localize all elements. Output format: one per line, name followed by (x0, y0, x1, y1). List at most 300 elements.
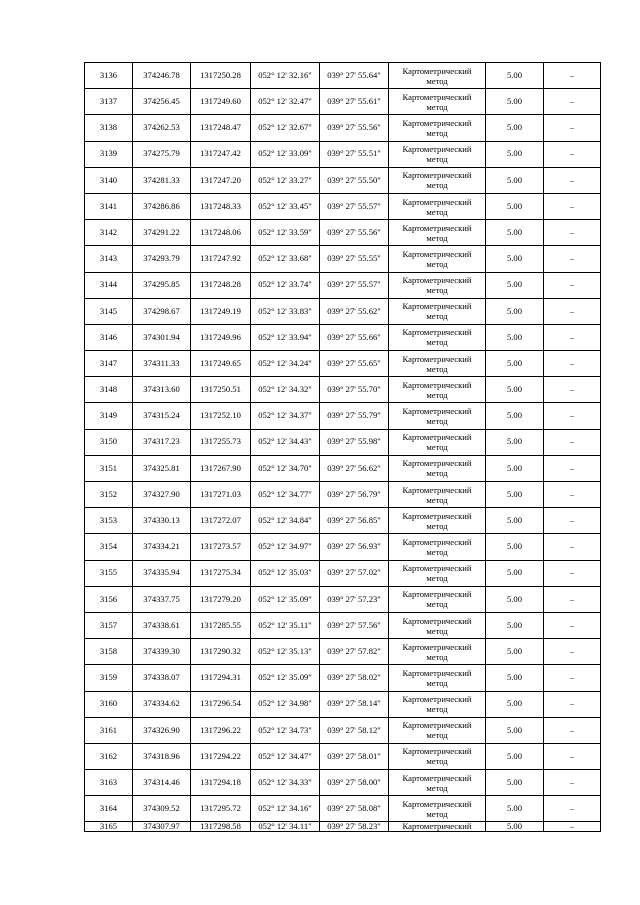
accuracy-cell: 5.00 (486, 612, 544, 638)
coord-x-cell: 374326.90 (133, 717, 191, 743)
method-cell (389, 324, 486, 350)
accuracy-cell: 5.00 (486, 324, 544, 350)
method-cell (389, 612, 486, 638)
method-line-2: метод (426, 232, 448, 243)
coord-y-cell: 1317275.34 (191, 560, 251, 586)
table-row (85, 612, 601, 638)
method-line-2: метод (426, 101, 448, 112)
latitude-cell: 052° 12' 34.33" (251, 770, 320, 796)
method-line-1: Картометрический (402, 641, 472, 652)
method-cell (389, 639, 486, 665)
point-number-cell: 3158 (85, 639, 133, 665)
method-line-2: метод (426, 677, 448, 688)
accuracy-cell: 5.00 (486, 89, 544, 115)
method-cell (389, 508, 486, 534)
method-line-1: Картометрический (402, 772, 472, 783)
table-row (85, 63, 601, 89)
coord-y-cell: 1317250.28 (191, 63, 251, 89)
coord-x-cell: 374281.33 (133, 167, 191, 193)
table-row (85, 377, 601, 403)
coord-x-cell: 374339.30 (133, 639, 191, 665)
method-line-1: Картометрический (402, 353, 472, 364)
coord-x-cell: 374317.23 (133, 429, 191, 455)
point-number-cell: 3159 (85, 665, 133, 691)
method-line-1: Картометрический (402, 379, 472, 390)
coord-y-cell: 1317248.33 (191, 193, 251, 219)
method-cell (389, 665, 486, 691)
longitude-cell: 039° 27' 56.93" (320, 534, 389, 560)
point-number-cell: 3148 (85, 377, 133, 403)
method-line-2: метод (426, 651, 448, 662)
longitude-cell: 039° 27' 55.57" (320, 193, 389, 219)
longitude-cell: 039° 27' 58.02" (320, 665, 389, 691)
accuracy-cell: 5.00 (486, 429, 544, 455)
method-line-2: метод (426, 442, 448, 453)
accuracy-cell: 5.00 (486, 377, 544, 403)
coord-x-cell: 374275.79 (133, 141, 191, 167)
latitude-cell: 052° 12' 33.68" (251, 246, 320, 272)
coord-y-cell: 1317248.28 (191, 272, 251, 298)
accuracy-cell: 5.00 (486, 115, 544, 141)
accuracy-cell: 5.00 (486, 246, 544, 272)
accuracy-cell: 5.00 (486, 403, 544, 429)
method-line-2: метод (426, 206, 448, 217)
table-row (85, 246, 601, 272)
longitude-cell: 039° 27' 55.65" (320, 351, 389, 377)
point-number-cell: 3145 (85, 298, 133, 324)
coord-y-cell: 1317294.18 (191, 770, 251, 796)
accuracy-cell: 5.00 (486, 534, 544, 560)
method-cell (389, 141, 486, 167)
latitude-cell: 052° 12' 33.83" (251, 298, 320, 324)
accuracy-cell: 5.00 (486, 796, 544, 822)
method-cell (389, 560, 486, 586)
accuracy-cell: 5.00 (486, 586, 544, 612)
latitude-cell: 052° 12' 34.70" (251, 455, 320, 481)
method-line-2: метод (426, 180, 448, 191)
coord-y-cell: 1317252.10 (191, 403, 251, 429)
coord-x-cell: 374334.62 (133, 691, 191, 717)
accuracy-cell: 5.00 (486, 770, 544, 796)
point-number-cell: 3146 (85, 324, 133, 350)
table-row (85, 220, 601, 246)
coord-x-cell: 374291.22 (133, 220, 191, 246)
table-row (85, 351, 601, 377)
method-line-1: Картометрический (402, 694, 472, 705)
method-line-2: метод (426, 416, 448, 427)
accuracy-cell: 5.00 (486, 639, 544, 665)
coord-y-cell: 1317296.22 (191, 717, 251, 743)
longitude-cell: 039° 27' 58.14" (320, 691, 389, 717)
note-cell: – (544, 351, 601, 377)
note-cell: – (544, 743, 601, 769)
note-cell: – (544, 403, 601, 429)
method-line-1: Картометрический (402, 144, 472, 155)
coord-y-cell: 1317267.90 (191, 455, 251, 481)
coord-y-cell: 1317247.20 (191, 167, 251, 193)
longitude-cell: 039° 27' 56.79" (320, 482, 389, 508)
coord-y-cell: 1317279.20 (191, 586, 251, 612)
method-line-2: метод (426, 625, 448, 636)
method-line-1: Картометрический (402, 406, 472, 417)
accuracy-cell: 5.00 (486, 743, 544, 769)
note-cell: – (544, 324, 601, 350)
method-line-1: Картометрический (402, 667, 472, 678)
method-line-2: метод (426, 127, 448, 138)
latitude-cell: 052° 12' 35.03" (251, 560, 320, 586)
latitude-cell: 052° 12' 34.98" (251, 691, 320, 717)
accuracy-cell: 5.00 (486, 508, 544, 534)
coord-x-cell: 374327.90 (133, 482, 191, 508)
method-cell (389, 796, 486, 822)
accuracy-cell: 5.00 (486, 167, 544, 193)
note-cell: – (544, 796, 601, 822)
method-line-2: метод (426, 494, 448, 505)
table-row (85, 298, 601, 324)
table-row (85, 665, 601, 691)
coord-x-cell: 374307.97 (133, 822, 191, 832)
note-cell: – (544, 63, 601, 89)
method-line-1: Картометрический (402, 536, 472, 547)
table-row (85, 534, 601, 560)
method-cell (389, 822, 486, 832)
table-row (85, 324, 601, 350)
note-cell: – (544, 298, 601, 324)
latitude-cell: 052° 12' 34.37" (251, 403, 320, 429)
method-line-2: метод (426, 546, 448, 557)
method-cell (389, 455, 486, 481)
accuracy-cell: 5.00 (486, 272, 544, 298)
coord-y-cell: 1317285.55 (191, 612, 251, 638)
method-line-2: метод (426, 311, 448, 322)
coord-x-cell: 374295.85 (133, 272, 191, 298)
point-number-cell: 3157 (85, 612, 133, 638)
coord-x-cell: 374301.94 (133, 324, 191, 350)
method-line-1: Картометрический (402, 615, 472, 626)
table-row (85, 167, 601, 193)
accuracy-cell: 5.00 (486, 351, 544, 377)
coord-y-cell: 1317249.65 (191, 351, 251, 377)
latitude-cell: 052° 12' 34.43" (251, 429, 320, 455)
table-row (85, 796, 601, 822)
accuracy-cell: 5.00 (486, 141, 544, 167)
coord-y-cell: 1317249.19 (191, 298, 251, 324)
point-number-cell: 3137 (85, 89, 133, 115)
table-row (85, 141, 601, 167)
accuracy-cell: 5.00 (486, 220, 544, 246)
longitude-cell: 039° 27' 58.08" (320, 796, 389, 822)
method-line-2: метод (426, 808, 448, 819)
coord-x-cell: 374318.96 (133, 743, 191, 769)
accuracy-cell: 5.00 (486, 482, 544, 508)
method-line-1: Картометрический (402, 432, 472, 443)
method-cell (389, 298, 486, 324)
point-number-cell: 3144 (85, 272, 133, 298)
coord-x-cell: 374293.79 (133, 246, 191, 272)
longitude-cell: 039° 27' 55.64" (320, 63, 389, 89)
latitude-cell: 052° 12' 34.47" (251, 743, 320, 769)
table-row (85, 822, 601, 832)
point-number-cell: 3153 (85, 508, 133, 534)
table-row (85, 586, 601, 612)
method-cell (389, 193, 486, 219)
accuracy-cell: 5.00 (486, 63, 544, 89)
coord-x-cell: 374315.24 (133, 403, 191, 429)
table-row (85, 639, 601, 665)
table-row (85, 455, 601, 481)
coord-x-cell: 374335.94 (133, 560, 191, 586)
note-cell: – (544, 246, 601, 272)
coord-x-cell: 374262.53 (133, 115, 191, 141)
method-cell (389, 691, 486, 717)
point-number-cell: 3150 (85, 429, 133, 455)
method-line-1: Картометрический (402, 248, 472, 259)
longitude-cell: 039° 27' 57.02" (320, 560, 389, 586)
latitude-cell: 052° 12' 34.11" (251, 822, 320, 832)
method-line-2: метод (426, 599, 448, 610)
point-number-cell: 3164 (85, 796, 133, 822)
point-number-cell: 3142 (85, 220, 133, 246)
latitude-cell: 052° 12' 34.77" (251, 482, 320, 508)
longitude-cell: 039° 27' 55.98" (320, 429, 389, 455)
note-cell: – (544, 534, 601, 560)
table-row (85, 89, 601, 115)
note-cell: – (544, 508, 601, 534)
method-cell (389, 63, 486, 89)
coord-x-cell: 374337.75 (133, 586, 191, 612)
note-cell: – (544, 691, 601, 717)
note-cell: – (544, 612, 601, 638)
latitude-cell: 052° 12' 34.32" (251, 377, 320, 403)
method-line-1: Картометрический (402, 821, 472, 832)
coord-x-cell: 374338.07 (133, 665, 191, 691)
latitude-cell: 052° 12' 33.74" (251, 272, 320, 298)
note-cell: – (544, 272, 601, 298)
method-line-1: Картометрический (402, 275, 472, 286)
point-number-cell: 3151 (85, 455, 133, 481)
longitude-cell: 039° 27' 57.56" (320, 612, 389, 638)
longitude-cell: 039° 27' 58.23" (320, 822, 389, 832)
method-cell (389, 246, 486, 272)
longitude-cell: 039° 27' 56.85" (320, 508, 389, 534)
method-line-1: Картометрический (402, 170, 472, 181)
note-cell: – (544, 193, 601, 219)
point-number-cell: 3163 (85, 770, 133, 796)
method-line-2: метод (426, 75, 448, 86)
note-cell: – (544, 167, 601, 193)
method-line-2: метод (426, 258, 448, 269)
accuracy-cell: 5.00 (486, 691, 544, 717)
latitude-cell: 052° 12' 32.47" (251, 89, 320, 115)
method-line-1: Картометрический (402, 746, 472, 757)
coord-y-cell: 1317296.54 (191, 691, 251, 717)
coord-y-cell: 1317255.73 (191, 429, 251, 455)
coord-y-cell: 1317272.07 (191, 508, 251, 534)
method-line-1: Картометрический (402, 196, 472, 207)
method-cell (389, 770, 486, 796)
method-cell (389, 167, 486, 193)
point-number-cell: 3160 (85, 691, 133, 717)
note-cell: – (544, 560, 601, 586)
method-cell (389, 351, 486, 377)
method-line-1: Картометрический (402, 117, 472, 128)
latitude-cell: 052° 12' 35.11" (251, 612, 320, 638)
method-line-2: метод (426, 285, 448, 296)
method-line-1: Картометрический (402, 589, 472, 600)
table-row (85, 193, 601, 219)
coord-x-cell: 374334.21 (133, 534, 191, 560)
coord-y-cell: 1317248.47 (191, 115, 251, 141)
method-cell (389, 220, 486, 246)
note-cell: – (544, 455, 601, 481)
method-line-2: метод (426, 389, 448, 400)
point-number-cell: 3139 (85, 141, 133, 167)
accuracy-cell: 5.00 (486, 455, 544, 481)
point-number-cell: 3141 (85, 193, 133, 219)
point-number-cell: 3147 (85, 351, 133, 377)
longitude-cell: 039° 27' 55.62" (320, 298, 389, 324)
longitude-cell: 039° 27' 55.79" (320, 403, 389, 429)
method-line-1: Картометрический (402, 484, 472, 495)
longitude-cell: 039° 27' 55.50" (320, 167, 389, 193)
coord-y-cell: 1317247.92 (191, 246, 251, 272)
point-number-cell: 3149 (85, 403, 133, 429)
method-line-1: Картометрический (402, 301, 472, 312)
note-cell: – (544, 586, 601, 612)
table-row (85, 115, 601, 141)
method-line-2: метод (426, 363, 448, 374)
note-cell: – (544, 220, 601, 246)
longitude-cell: 039° 27' 58.12" (320, 717, 389, 743)
note-cell: – (544, 141, 601, 167)
latitude-cell: 052° 12' 34.97" (251, 534, 320, 560)
coord-x-cell: 374330.13 (133, 508, 191, 534)
table-row (85, 717, 601, 743)
latitude-cell: 052° 12' 32.67" (251, 115, 320, 141)
table-row (85, 560, 601, 586)
note-cell: – (544, 377, 601, 403)
method-line-1: Картометрический (402, 510, 472, 521)
coord-y-cell: 1317248.06 (191, 220, 251, 246)
longitude-cell: 039° 27' 58.00" (320, 770, 389, 796)
coord-x-cell: 374286.86 (133, 193, 191, 219)
note-cell: – (544, 770, 601, 796)
coord-y-cell: 1317271.03 (191, 482, 251, 508)
method-cell (389, 717, 486, 743)
latitude-cell: 052° 12' 35.13" (251, 639, 320, 665)
accuracy-cell: 5.00 (486, 822, 544, 832)
latitude-cell: 052° 12' 34.73" (251, 717, 320, 743)
method-line-2: метод (426, 730, 448, 741)
accuracy-cell: 5.00 (486, 560, 544, 586)
latitude-cell: 052° 12' 34.24" (251, 351, 320, 377)
coord-x-cell: 374256.45 (133, 89, 191, 115)
method-line-1: Картометрический (402, 222, 472, 233)
longitude-cell: 039° 27' 57.23" (320, 586, 389, 612)
table-row (85, 429, 601, 455)
method-cell (389, 482, 486, 508)
coord-x-cell: 374298.67 (133, 298, 191, 324)
point-number-cell: 3138 (85, 115, 133, 141)
longitude-cell: 039° 27' 55.57" (320, 272, 389, 298)
point-number-cell: 3140 (85, 167, 133, 193)
method-line-1: Картометрический (402, 91, 472, 102)
point-number-cell: 3143 (85, 246, 133, 272)
method-line-2: метод (426, 756, 448, 767)
coord-x-cell: 374246.78 (133, 63, 191, 89)
method-line-1: Картометрический (402, 458, 472, 469)
method-line-1: Картометрический (402, 563, 472, 574)
method-line-2: метод (426, 573, 448, 584)
coord-y-cell: 1317250.51 (191, 377, 251, 403)
point-number-cell: 3155 (85, 560, 133, 586)
accuracy-cell: 5.00 (486, 717, 544, 743)
method-line-2: метод (426, 782, 448, 793)
method-line-1: Картометрический (402, 720, 472, 731)
method-cell (389, 115, 486, 141)
coord-y-cell: 1317290.32 (191, 639, 251, 665)
method-line-1: Картометрический (402, 798, 472, 809)
table-row (85, 508, 601, 534)
table-row (85, 691, 601, 717)
coord-y-cell: 1317247.42 (191, 141, 251, 167)
accuracy-cell: 5.00 (486, 298, 544, 324)
longitude-cell: 039° 27' 55.70" (320, 377, 389, 403)
table-row (85, 743, 601, 769)
note-cell: – (544, 115, 601, 141)
coord-y-cell: 1317294.22 (191, 743, 251, 769)
method-cell (389, 89, 486, 115)
coord-x-cell: 374309.52 (133, 796, 191, 822)
table-row (85, 482, 601, 508)
point-number-cell: 3152 (85, 482, 133, 508)
latitude-cell: 052° 12' 33.09" (251, 141, 320, 167)
latitude-cell: 052° 12' 34.84" (251, 508, 320, 534)
longitude-cell: 039° 27' 56.62" (320, 455, 389, 481)
method-cell (389, 377, 486, 403)
method-line-1: Картометрический (402, 65, 472, 76)
coord-y-cell: 1317295.72 (191, 796, 251, 822)
note-cell: – (544, 665, 601, 691)
coord-x-cell: 374313.60 (133, 377, 191, 403)
note-cell: – (544, 717, 601, 743)
table-row (85, 272, 601, 298)
coord-y-cell: 1317249.60 (191, 89, 251, 115)
point-number-cell: 3162 (85, 743, 133, 769)
coord-x-cell: 374338.61 (133, 612, 191, 638)
note-cell: – (544, 89, 601, 115)
latitude-cell: 052° 12' 33.59" (251, 220, 320, 246)
longitude-cell: 039° 27' 55.51" (320, 141, 389, 167)
method-cell (389, 429, 486, 455)
coord-y-cell: 1317249.96 (191, 324, 251, 350)
method-line-2: метод (426, 468, 448, 479)
point-number-cell: 3161 (85, 717, 133, 743)
latitude-cell: 052° 12' 33.45" (251, 193, 320, 219)
latitude-cell: 052° 12' 35.09" (251, 665, 320, 691)
note-cell: – (544, 429, 601, 455)
method-cell (389, 403, 486, 429)
longitude-cell: 039° 27' 55.66" (320, 324, 389, 350)
latitude-cell: 052° 12' 34.16" (251, 796, 320, 822)
longitude-cell: 039° 27' 55.56" (320, 115, 389, 141)
method-cell (389, 586, 486, 612)
note-cell: – (544, 639, 601, 665)
accuracy-cell: 5.00 (486, 665, 544, 691)
coord-y-cell: 1317294.31 (191, 665, 251, 691)
point-number-cell: 3136 (85, 63, 133, 89)
coord-x-cell: 374314.46 (133, 770, 191, 796)
